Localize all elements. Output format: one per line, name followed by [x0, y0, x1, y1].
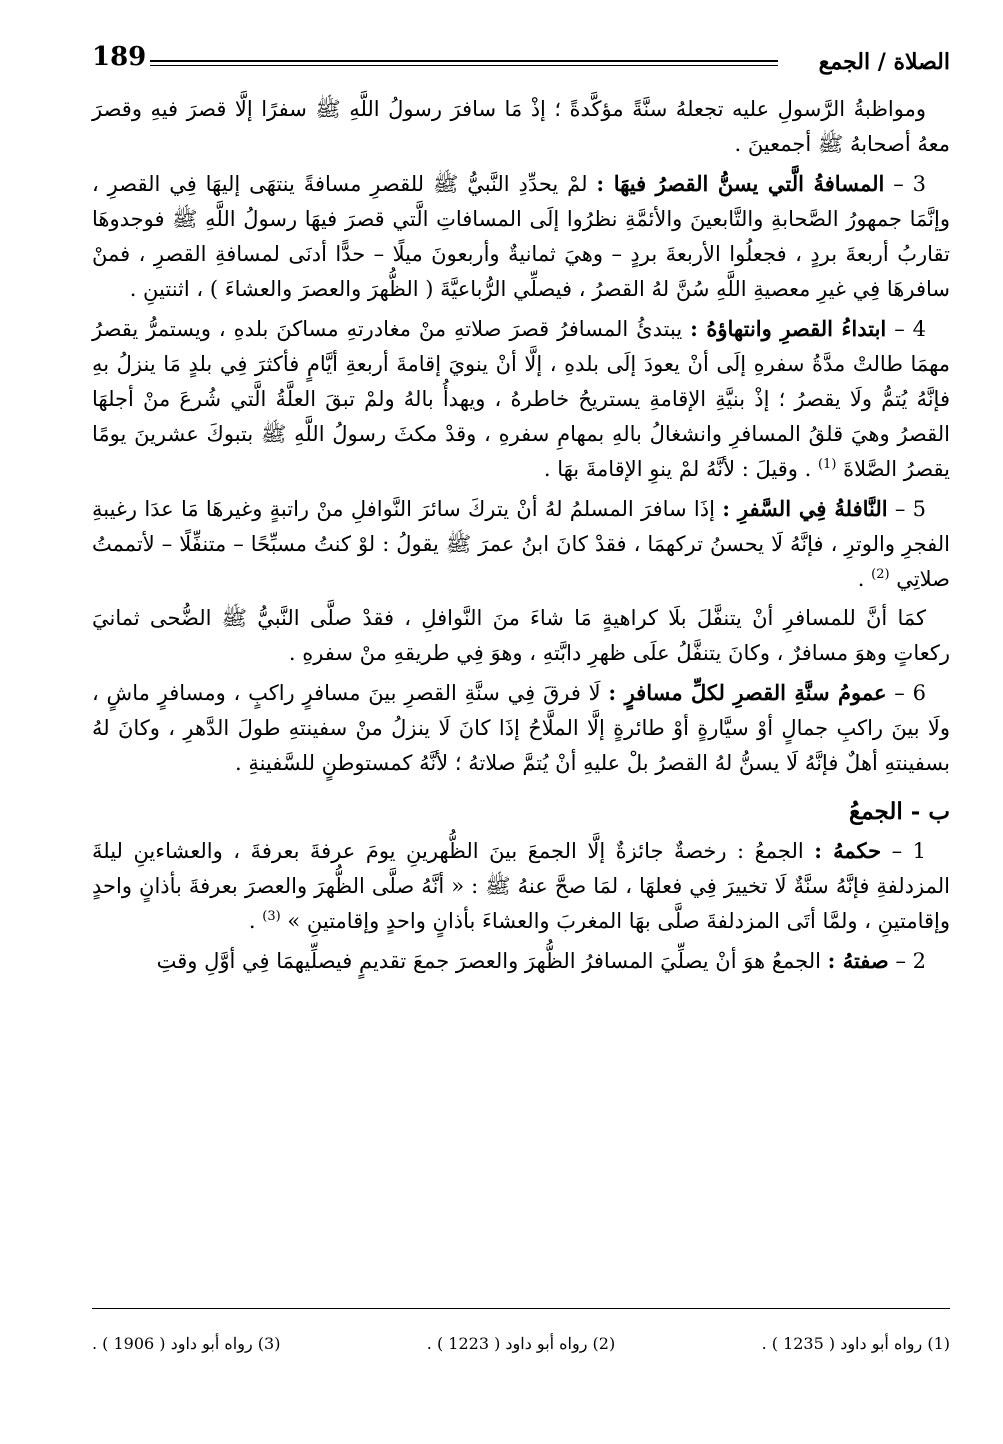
- page-body: [92, 92, 950, 983]
- paragraph-text: كمَا أنَّ للمسافرِ أنْ يتنفَّلَ بلَا كراهيةٍ مَا شاءَ منَ النَّوافلِ ، فقدْ صلَّى النَّبيُّ ﷺ الضُّحى ثمانيَ ركعاتٍ وهوَ مسافرٌ ، وكانَ يتنفَّلُ علَى ظهرِ دابَّتهِ ، وهوَ فِي طريقهِ منْ سفرهِ .: [92, 606, 950, 665]
- item-number: 2 –: [895, 949, 926, 973]
- paragraph-text: ومواظبةُ الرَّسولِ عليه تجعلهُ سنَّةً مؤكَّدةً ؛ إذْ مَا سافرَ رسولُ اللَّهِ ﷺ سفرًا إلَّا قصرَ فيهِ وقصرَ معهُ أصحابهُ ﷺ أجمعينَ .: [92, 97, 950, 156]
- item-number: 5 –: [894, 497, 926, 521]
- section-heading: ب - الجمعُ: [849, 798, 950, 825]
- footnote-2: (2) رواه أبو داود ( 1223 ) .: [426, 1334, 616, 1353]
- header-rule-thin: [150, 65, 778, 66]
- item-heading: عمومُ سنَّةِ القصرِ لكلِّ مسافرٍ :: [608, 680, 887, 705]
- footnote-rule: [92, 1308, 950, 1309]
- paragraph-4: [92, 311, 950, 487]
- paragraph-3: [92, 166, 950, 307]
- header-rule: [150, 60, 778, 62]
- paragraph-tail: .: [857, 567, 865, 591]
- item-heading: ابتداءُ القصرِ وانتهاؤهُ :: [690, 316, 887, 341]
- paragraph-text: لَا فرقَ فِي سنَّةِ القصرِ بينَ مسافرٍ راكبٍ ، ومسافرٍ ماشٍ ، ولَا بينَ راكبِ جمالٍ أوْ سيَّارةٍ أوْ طائرةٍ إلَّا الملَّاحُ إذَا كانَ لَا ينزلُ منْ سفينتهِ طولَ الدَّهرِ ، وكانَ لهُ بسفينتهِ أهلٌ فإنَّهُ لَا يسنُّ لهُ القصرُ بلْ عليهِ أنْ يُتمَّ صلاتهُ ؛ لأنَّهُ كمستوطنٍ للسَّفينةِ .: [92, 681, 950, 775]
- paragraph-text: يبتدئُ المسافرُ قصرَ صلاتهِ منْ مغادرتهِ مساكنَ بلدهِ ، ويستمرُّ يقصرُ مهمَا طالتْ مدَّةُ سفرهِ إلَى أنْ يعودَ إلَى بلدهِ ، إلَّا أنْ ينويَ إقامةَ أربعةِ أيَّامٍ فأكثرَ فِي بلدٍ مَا ينزلُ بهِ فإنَّهُ يُتمُّ ولَا يقصرُ ؛ إذْ بنيَّةِ الإقامةِ يستريحُ خاطرهُ ، ويهدأُ بالهُ ولمْ تبقَ العلَّةُ الَّتي شُرعَ منْ أجلهَا القصرُ وهيَ قلقُ المسافرِ وانشغالُ بالهِ بمهامِ سفرهِ ، وقدْ مكثَ رسولُ اللَّهِ ﷺ بتبوكَ عشرينَ يومًا يقصرُ الصَّلاةَ: [92, 317, 950, 481]
- footnote-1: (1) رواه أبو داود ( 1235 ) .: [761, 1334, 950, 1353]
- item-number: 1 –: [891, 839, 926, 863]
- paragraph-intro: [92, 92, 950, 162]
- paragraph-b2: [92, 943, 950, 979]
- running-header: [92, 38, 950, 82]
- paragraph-5b: [92, 601, 950, 671]
- item-heading: المسافةُ الَّتي يسنُّ القصرُ فيهَا :: [596, 171, 885, 196]
- footnote-ref-3[interactable]: (3): [262, 909, 281, 924]
- book-page: [92, 38, 950, 1418]
- paragraph-5: [92, 491, 950, 597]
- item-heading: صفتهُ :: [827, 948, 889, 973]
- paragraph-text: الجمعُ : رخصةٌ جائزةٌ إلَّا الجمعَ بينَ الظُّهرينِ يومَ عرفةَ بعرفةَ ، والعشاءينِ ليلةَ المزدلفةِ فإنَّهُ سنَّةٌ لَا تخييرَ فِي فعلهَا ، لمَا صحَّ عنهُ ﷺ : « أنَّهُ صلَّى الظُّهرَ والعصرَ بعرفةَ بأذانٍ واحدٍ وإقامتينِ ، ولمَّا أتَى المزدلفةَ صلَّى بهَا المغربَ والعشاءَ بأذانٍ واحدٍ وإقامتينِ »: [92, 839, 950, 933]
- item-heading: النَّافلةُ فِي السَّفرِ :: [722, 496, 888, 521]
- page-number: 189: [92, 42, 147, 72]
- item-number: 3 –: [893, 172, 926, 196]
- paragraph-text: الجمعُ هوَ أنْ يصلِّيَ المسافرُ الظُّهرَ والعصرَ جمعَ تقديمٍ فيصلِّيهمَا فِي أوَّلِ وقتِ: [156, 949, 821, 973]
- paragraph-text: إذَا سافرَ المسلمُ لهُ أنْ يتركَ سائرَ النَّوافلِ منْ راتبةٍ وغيرهَا مَا عدَا رغيبةِ الفجرِ والوترِ ، فإنَّهُ لَا يحسنُ تركهمَا ، فقدْ كانَ ابنُ عمرَ ﷺ يقولُ : لوْ كنتُ مسبِّحًا – متنفِّلًا – لأتممتُ صلاتِي: [92, 497, 950, 591]
- paragraph-6: [92, 675, 950, 781]
- footnote-3: (3) رواه أبو داود ( 1906 ) .: [92, 1334, 281, 1353]
- footnote-ref-2[interactable]: (2): [871, 567, 890, 582]
- item-number: 6 –: [894, 681, 926, 705]
- chapter-title: الصلاة / الجمع: [818, 49, 950, 75]
- footnotes: [92, 1332, 950, 1362]
- paragraph-text: لمْ يحدِّدِ النَّبيُّ ﷺ للقصرِ مسافةً ينتهَى إليهَا فِي القصرِ ، وإنَّمَا جمهورُ الصَّحابةِ والتَّابعينَ والأئمَّةِ نظرُوا إلَى المسافاتِ الَّتي قصرَ فيهَا رسولُ اللَّهِ ﷺ فوجدوهَا تقاربُ أربعةَ بردٍ ، فجعلُوا الأربعةَ بردٍ – وهيَ ثمانيةٌ وأربعونَ ميلًا – حدًّا أدنَى لمسافةِ القصرِ ، فمنْ سافرهَا فِي غيرِ معصيةِ اللَّهِ سُنَّ لهُ القصرُ ، فيصلِّي الرُّباعيَّةَ ( الظُّهرَ والعصرَ والعشاءَ ) ، اثنتينِ .: [92, 172, 950, 301]
- paragraph-tail: .: [248, 909, 256, 933]
- paragraph-tail: . وقيلَ : لأنَّهُ لمْ ينوِ الإقامةَ بهَا .: [543, 457, 812, 481]
- paragraph-b1: [92, 833, 950, 939]
- footnote-ref-1[interactable]: (1): [817, 457, 837, 472]
- item-heading: حكمهُ :: [814, 838, 882, 863]
- item-number: 4 –: [894, 317, 926, 341]
